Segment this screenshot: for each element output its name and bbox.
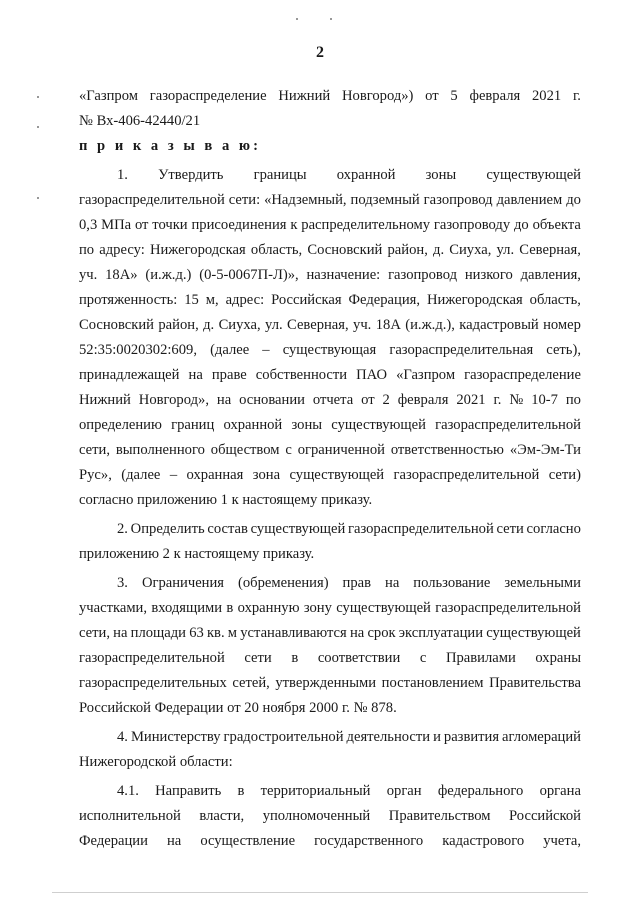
text-line: по адресу: Нижегородская область, Сосновский район, д. Сиуха, ул. Северная, — [79, 242, 581, 258]
page-edge-line — [52, 892, 588, 893]
scan-speck — [37, 96, 39, 98]
text-line: Российской Федерации от 20 ноября 2000 г. № 878. — [79, 700, 397, 716]
text-line: участками, входящими в охранную зону существующей газораспределительной — [79, 600, 581, 616]
text-line: приложению 2 к настоящему приказу. — [79, 546, 315, 562]
scan-speck — [330, 18, 332, 20]
text-line: газораспределительных сетей, утвержденными постановлением Правительства — [79, 675, 581, 691]
page-number: 2 — [316, 44, 324, 61]
text-line: 2. Определить состав существующей газораспределительной сети согласно — [117, 521, 581, 537]
text-line: № Вх-406-42440/21 — [79, 113, 201, 129]
text-line: определению границ охранной зоны существующей газораспределительной — [79, 417, 581, 433]
text-line: согласно приложению 1 к настоящему приказу. — [79, 492, 373, 508]
text-line: Федерации на осуществление государственного кадастрового учета, — [79, 833, 581, 849]
text-line: газораспределительной сети в соответствии с Правилами охраны — [79, 650, 581, 666]
text-line: 0,3 МПа от точки присоединения к распределительному газопроводу до объекта — [79, 217, 581, 233]
text-line: сети, выполненного обществом с ограниченной ответственностью «Эм-Эм-Ти — [79, 442, 581, 458]
text-line: «Газпром газораспределение Нижний Новгород») от 5 февраля 2021 г. — [79, 88, 581, 104]
text-line: 1. Утвердить границы охранной зоны существующей — [117, 167, 581, 183]
text-line: п р и к а з ы в а ю: — [79, 138, 261, 154]
text-line: Нижний Новгород», на основании отчета от 2 февраля 2021 г. № 10-7 по — [79, 392, 581, 408]
text-line: протяженность: 15 м, адрес: Российская Федерация, Нижегородская область, — [79, 292, 581, 308]
document-body — [79, 84, 581, 854]
text-line: 52:35:0020302:609, (далее – существующая газораспределительная сеть), — [79, 342, 581, 358]
text-line: газораспределительной сети: «Надземный, подземный газопровод давлением до — [79, 192, 581, 208]
text-line: сети, на площади 63 кв. м устанавливаются на срок эксплуатации существующей — [79, 625, 581, 641]
scan-speck — [37, 197, 39, 199]
text-line: Рус», (далее – охранная зона существующей газораспределительной сети) — [79, 467, 581, 483]
text-line: исполнительной власти, уполномоченный Правительством Российской — [79, 808, 581, 824]
text-line: Сосновский район, д. Сиуха, ул. Северная, уч. 18А (и.ж.д.), кадастровый номер — [79, 317, 581, 333]
text-line: 3. Ограничения (обременения) прав на пользование земельными — [117, 575, 581, 591]
scan-speck — [296, 18, 298, 20]
text-line: принадлежащей на праве собственности ПАО «Газпром газораспределение — [79, 367, 581, 383]
text-line: 4. Министерству градостроительной деятельности и развития агломераций — [117, 729, 581, 745]
text-line: уч. 18А» (и.ж.д.) (0-5-0067П-Л)», назначение: газопровод низкого давления, — [79, 267, 581, 283]
scan-speck — [37, 126, 39, 128]
text-line: Нижегородской области: — [79, 754, 233, 770]
text-line: 4.1. Направить в территориальный орган федерального органа — [117, 783, 581, 799]
